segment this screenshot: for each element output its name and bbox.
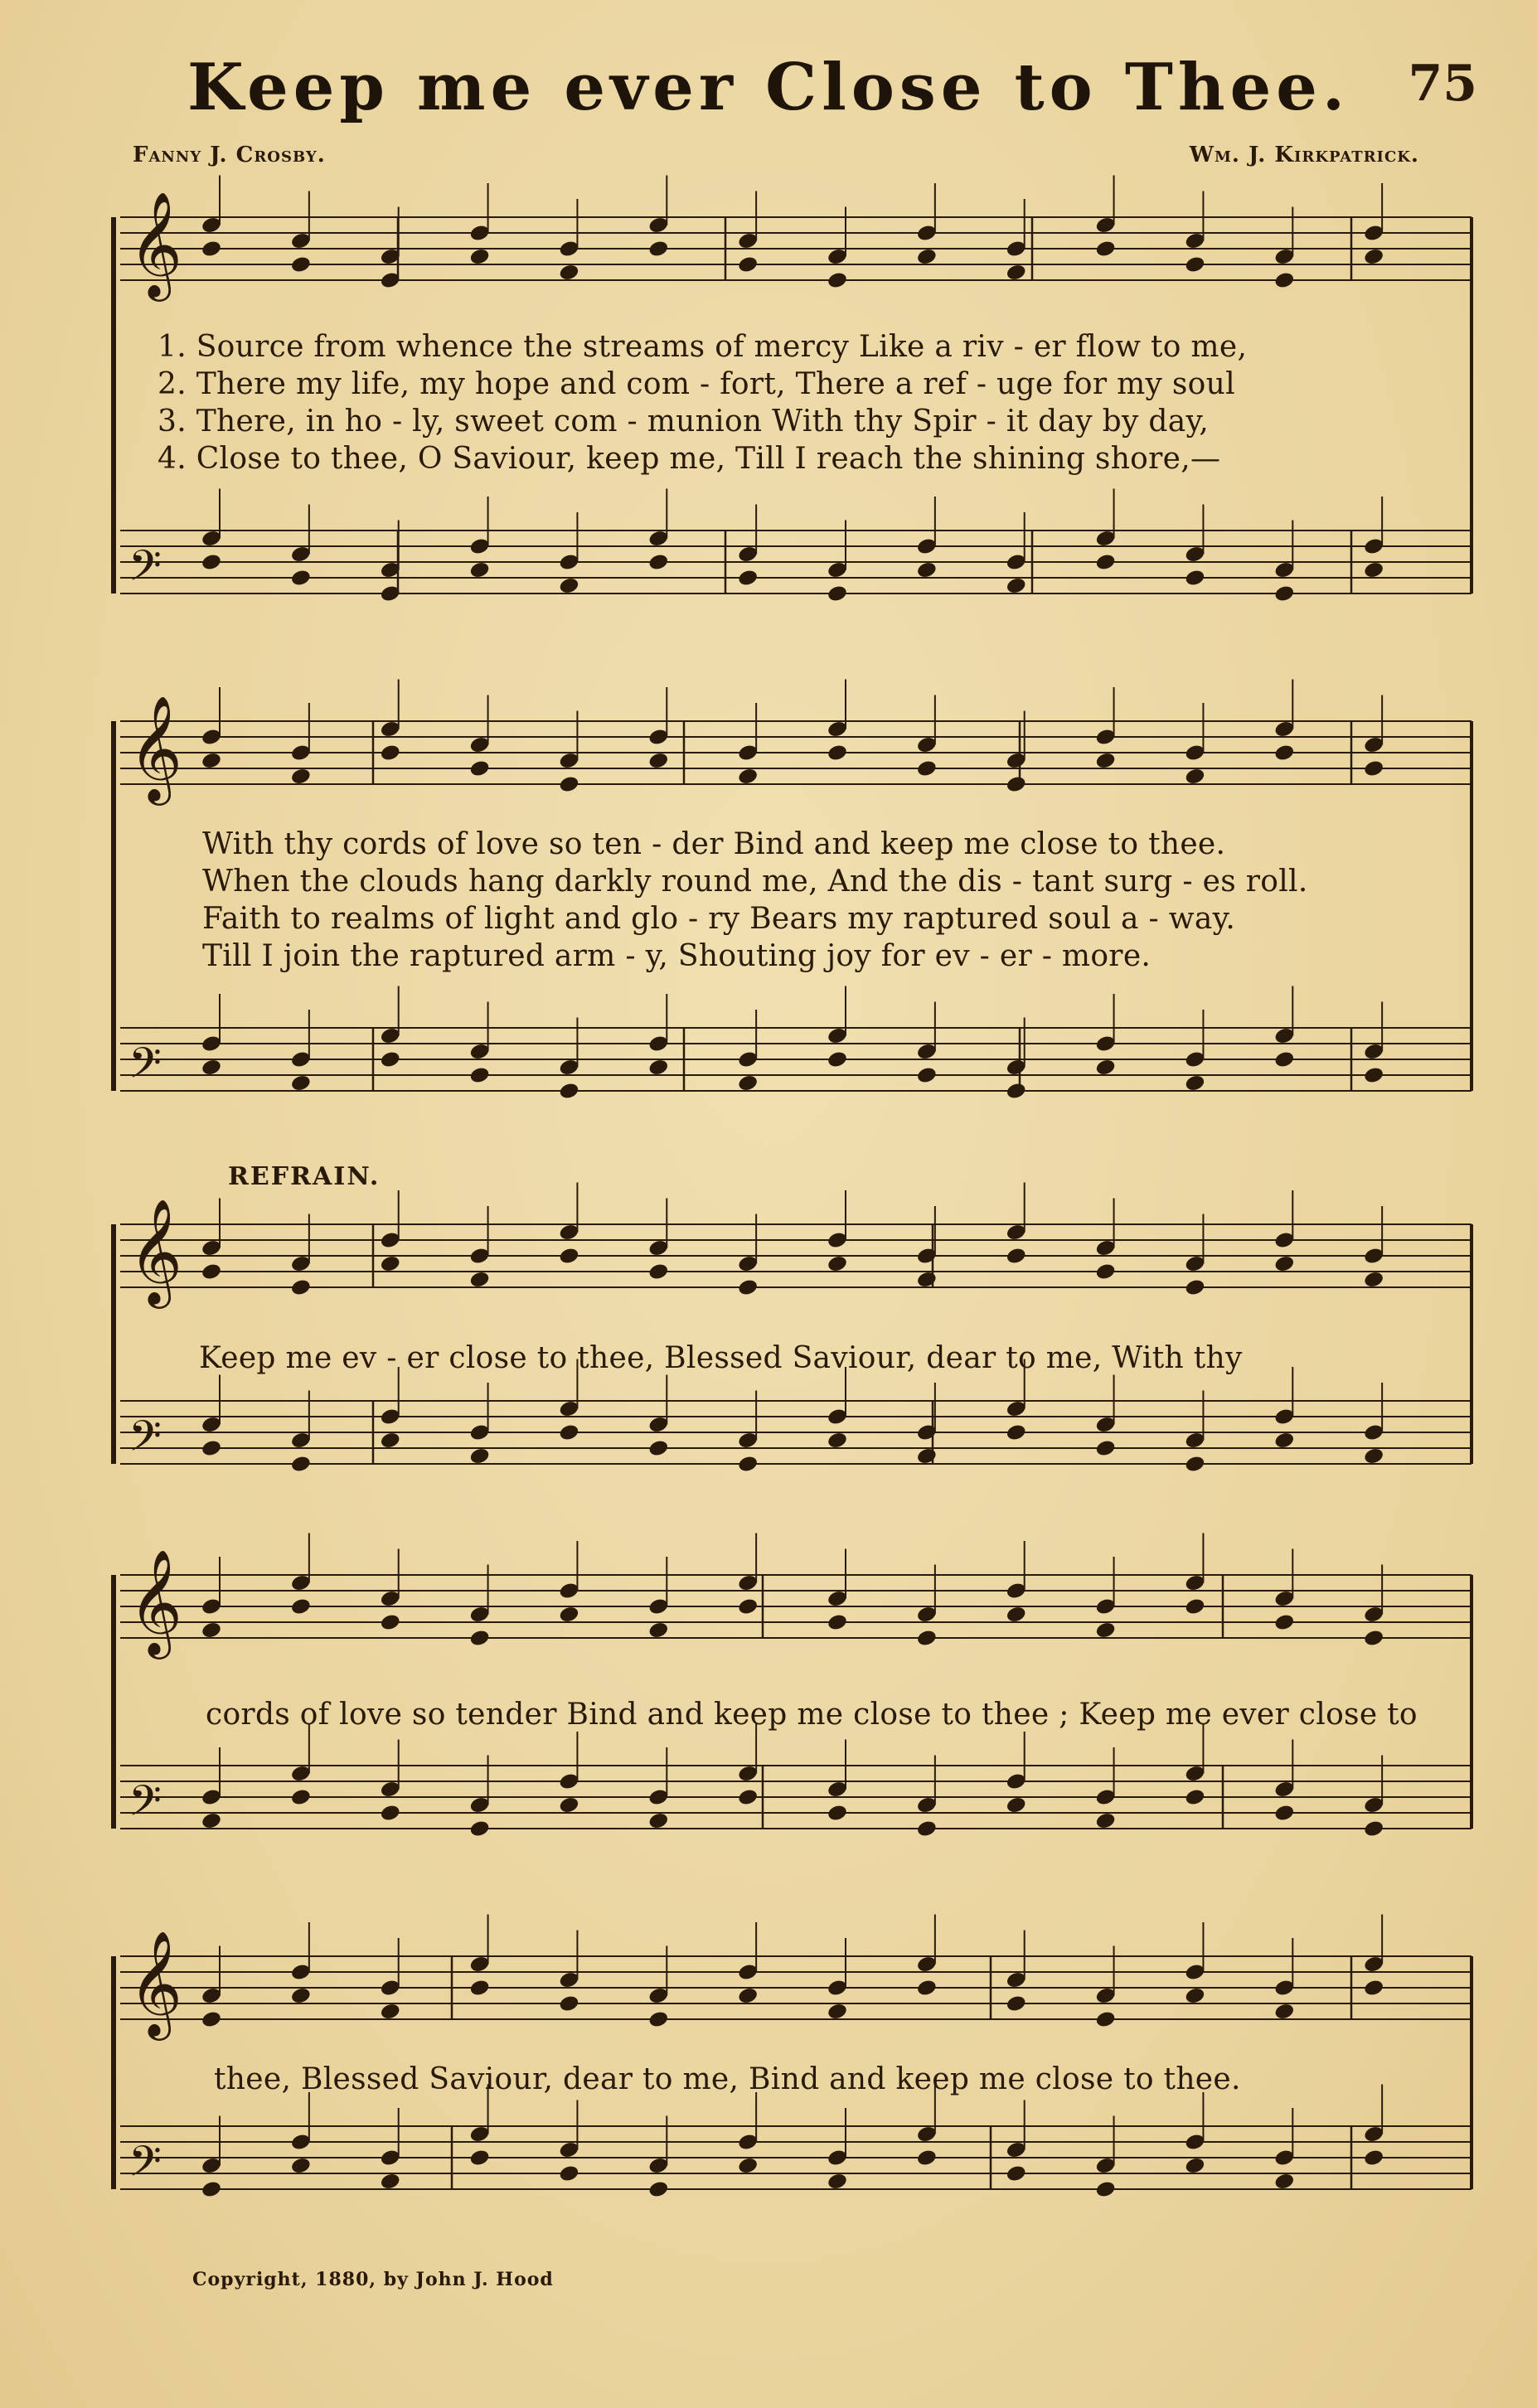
note-head <box>827 744 848 763</box>
note-head <box>290 2156 312 2175</box>
note-head <box>1363 1629 1384 1648</box>
note-head <box>647 751 669 770</box>
note-head <box>290 1278 312 1297</box>
note-head <box>1184 1073 1205 1093</box>
note-head <box>1094 1439 1116 1458</box>
note-head <box>827 1431 848 1450</box>
note-head <box>468 1979 490 1998</box>
note-head <box>916 560 938 579</box>
refrain-line-2: cords of love so tender Bind and keep me close to thee ; Keep me ever close to <box>206 1698 1418 1732</box>
note-head <box>1273 744 1295 763</box>
note-head <box>380 1431 401 1450</box>
verse-4-line-2: Till I join the raptured arm - y, Shouting joy for ev - er - more. <box>202 939 1152 973</box>
note-head <box>290 1073 312 1093</box>
copyright-notice: Copyright, 1880, by John J. Hood <box>192 2269 554 2290</box>
note-head <box>916 247 938 266</box>
bass-clef-icon: 𝄢 <box>128 1411 162 1471</box>
refrain-line-1: Keep me ev - er close to thee, Blessed Saviour, dear to me, With thy <box>199 1341 1243 1375</box>
note-head <box>916 1066 938 1085</box>
note-head <box>916 1629 938 1648</box>
note-head <box>468 560 490 579</box>
note-head <box>1006 576 1027 595</box>
note-head <box>201 2010 222 2029</box>
treble-clef-icon: 𝄞 <box>128 1548 183 1655</box>
note-head <box>737 1073 759 1093</box>
note-head <box>558 1423 579 1442</box>
note-head <box>1006 1082 1027 1101</box>
note-head <box>1273 2002 1295 2021</box>
note-head <box>1184 767 1205 786</box>
note-head <box>1006 1605 1027 1624</box>
note-head <box>647 1811 669 1830</box>
note-head <box>1094 553 1116 572</box>
note-head <box>290 1597 312 1616</box>
note-head <box>468 1270 490 1289</box>
note-head <box>1273 271 1295 290</box>
note-head <box>737 1278 759 1297</box>
note-head <box>1363 560 1384 579</box>
note-head <box>201 1262 222 1282</box>
note-head <box>1363 247 1384 266</box>
note-head <box>1363 1979 1384 1998</box>
note-head <box>290 1986 312 2005</box>
note-head <box>647 1621 669 1640</box>
page-number: 75 <box>1408 55 1477 113</box>
note-head <box>201 240 222 259</box>
note-head <box>827 1613 848 1632</box>
note-head <box>737 569 759 588</box>
note-head <box>1273 1804 1295 1823</box>
note-head <box>380 2002 401 2021</box>
verse-4-line-1: 4. Close to thee, O Saviour, keep me, Till I reach the shining shore,— <box>158 442 1221 476</box>
note-head <box>1006 1795 1027 1814</box>
refrain-line-3: thee, Blessed Saviour, dear to me, Bind and keep me close to thee. <box>214 2062 1241 2096</box>
note-head <box>916 1446 938 1466</box>
note-head <box>916 2149 938 2168</box>
note-head <box>647 2010 669 2029</box>
note-head <box>827 2002 848 2021</box>
note-head <box>1363 2149 1384 2168</box>
note-head <box>1094 1811 1116 1830</box>
verse-2-line-2: When the clouds hang darkly round me, And the dis - tant surg - es roll. <box>202 865 1308 899</box>
note-head <box>737 255 759 274</box>
note-head <box>1094 751 1116 770</box>
refrain-label: REFRAIN. <box>228 1162 381 1191</box>
note-head <box>1363 1819 1384 1839</box>
note-head <box>1006 263 1027 282</box>
note-head <box>558 1082 579 1101</box>
note-head <box>290 1455 312 1474</box>
note-head <box>1006 775 1027 794</box>
note-head <box>468 1446 490 1466</box>
note-head <box>1273 2172 1295 2191</box>
note-head <box>1184 1278 1205 1297</box>
note-head <box>1184 1597 1205 1616</box>
note-head <box>380 1254 401 1273</box>
note-head <box>827 1050 848 1069</box>
note-head <box>558 1605 579 1624</box>
verse-1-line-2: With thy cords of love so ten - der Bind and keep me close to thee. <box>202 827 1226 861</box>
note-head <box>737 1788 759 1807</box>
note-head <box>380 1613 401 1632</box>
note-head <box>1006 1423 1027 1442</box>
note-head <box>827 584 848 603</box>
note-head <box>1094 2010 1116 2029</box>
treble-clef-icon: 𝄞 <box>128 1198 183 1304</box>
note-head <box>558 1795 579 1814</box>
bass-clef-icon: 𝄢 <box>128 1776 162 1836</box>
note-head <box>380 1804 401 1823</box>
note-head <box>201 1439 222 1458</box>
note-head <box>647 553 669 572</box>
note-head <box>468 247 490 266</box>
note-head <box>468 1629 490 1648</box>
note-head <box>647 1262 669 1282</box>
note-head <box>290 1788 312 1807</box>
note-head <box>1184 1455 1205 1474</box>
note-head <box>380 2172 401 2191</box>
note-head <box>737 1986 759 2005</box>
note-head <box>201 1621 222 1640</box>
note-head <box>1094 240 1116 259</box>
note-head <box>468 2149 490 2168</box>
note-head <box>290 255 312 274</box>
composer-credit: Wm. J. Kirkpatrick. <box>1189 143 1419 167</box>
note-head <box>827 271 848 290</box>
note-head <box>290 767 312 786</box>
note-head <box>737 767 759 786</box>
note-head <box>1273 1431 1295 1450</box>
note-head <box>201 553 222 572</box>
bass-clef-icon: 𝄢 <box>128 540 162 601</box>
note-head <box>1363 1270 1384 1289</box>
note-head <box>916 1819 938 1839</box>
note-head <box>1273 1613 1295 1632</box>
hymn-title: Keep me ever Close to Thee. <box>187 50 1350 125</box>
note-head <box>468 759 490 778</box>
note-head <box>558 263 579 282</box>
note-head <box>201 2180 222 2199</box>
note-head <box>647 1439 669 1458</box>
note-head <box>827 1254 848 1273</box>
note-head <box>1094 2180 1116 2199</box>
note-head <box>1006 2164 1027 2183</box>
verse-3-line-2: Faith to realms of light and glo - ry Bears my raptured soul a - way. <box>202 902 1236 936</box>
note-head <box>558 576 579 595</box>
note-head <box>558 775 579 794</box>
note-head <box>1184 2156 1205 2175</box>
note-head <box>916 1979 938 1998</box>
treble-clef-icon: 𝄞 <box>128 191 183 297</box>
note-head <box>380 744 401 763</box>
treble-clef-icon: 𝄞 <box>128 695 183 801</box>
note-head <box>1184 1788 1205 1807</box>
note-head <box>380 1050 401 1069</box>
note-head <box>1184 255 1205 274</box>
lyricist-credit: Fanny J. Crosby. <box>133 143 326 167</box>
note-head <box>916 1270 938 1289</box>
note-head <box>1273 1254 1295 1273</box>
note-head <box>737 1455 759 1474</box>
note-head <box>1094 1621 1116 1640</box>
bass-clef-icon: 𝄢 <box>128 2136 162 2197</box>
verse-1-line-1: 1. Source from whence the streams of mercy Like a riv - er flow to me, <box>158 330 1248 364</box>
note-head <box>1363 1446 1384 1466</box>
bass-clef-icon: 𝄢 <box>128 1038 162 1098</box>
note-head <box>201 751 222 770</box>
treble-clef-icon: 𝄞 <box>128 1930 183 2036</box>
note-head <box>916 759 938 778</box>
verse-2-line-1: 2. There my life, my hope and com - fort, There a ref - uge for my soul <box>158 367 1235 401</box>
note-head <box>290 569 312 588</box>
note-head <box>1184 569 1205 588</box>
note-head <box>647 2180 669 2199</box>
note-head <box>558 1247 579 1266</box>
note-head <box>1363 759 1384 778</box>
note-head <box>1094 1262 1116 1282</box>
note-head <box>827 2172 848 2191</box>
note-head <box>737 1597 759 1616</box>
note-head <box>1363 1066 1384 1085</box>
note-head <box>1273 1050 1295 1069</box>
note-head <box>647 240 669 259</box>
note-head <box>201 1058 222 1077</box>
note-head <box>201 1811 222 1830</box>
note-head <box>558 2164 579 2183</box>
note-head <box>468 1066 490 1085</box>
note-head <box>1273 584 1295 603</box>
note-head <box>1006 1247 1027 1266</box>
note-head <box>737 2156 759 2175</box>
note-head <box>558 1994 579 2013</box>
note-head <box>1006 1994 1027 2013</box>
note-head <box>1184 1986 1205 2005</box>
note-head <box>647 1058 669 1077</box>
note-head <box>827 1804 848 1823</box>
note-head <box>1094 1058 1116 1077</box>
verse-3-line-1: 3. There, in ho - ly, sweet com - munion With thy Spir - it day by day, <box>158 405 1210 438</box>
note-head <box>468 1819 490 1839</box>
